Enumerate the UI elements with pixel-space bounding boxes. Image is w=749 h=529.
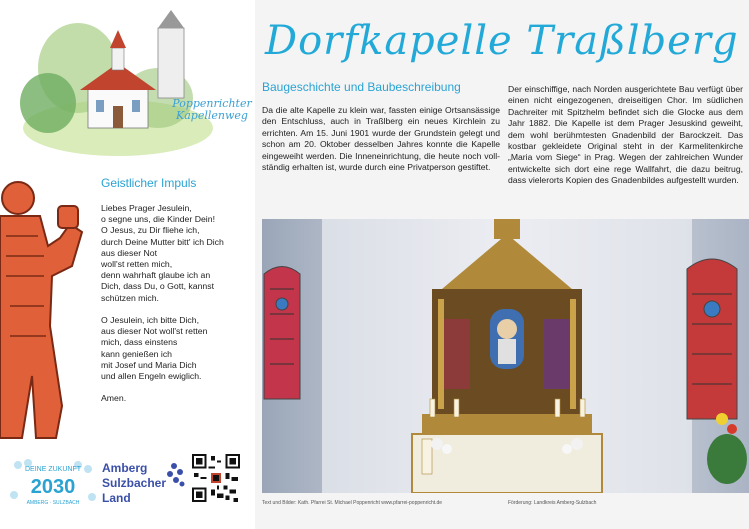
logo-amberg-line-3: Land [102,491,131,505]
logo-year-text: 2030 [30,476,76,498]
section-heading-impuls: Geistlicher Impuls [101,176,197,190]
hero-caption-line-2: Kapellenweg [176,109,248,122]
infant-jesus-figure [0,176,90,446]
hero-caption [168,98,256,122]
altar-photo [262,219,749,493]
chapel-illustration [18,8,250,158]
left-window [264,267,300,400]
left-panel [0,0,255,529]
logo-amberg-line-1: Amberg [102,461,148,475]
history-text-col1: Da die alte Kapelle zu klein war, fassten einige Ortsansässige den Entschluss, auch in Traßlberg ein neues Kirchlein zu errichten. Am 15. Juni 1901 wurde der Grundstein gelegt und schon am 20. Oktober desselben Jahres konnte die Kapelle eingeweiht werden. Die Inneneinrichtung, die heute noch vollständig erhalten ist, wurde durch eine Privatperson gestiftet. [262,105,500,173]
credits-text: Text und Bilder: Kath. Pfarrei St. Michael Poppenricht www.pfarrei-poppenricht.de [262,500,443,506]
hero-caption-line-1: Poppenrichter [172,97,252,110]
logo-amberg-line-2: Sulzbacher [102,476,167,490]
right-window [687,259,737,419]
logo-region-text: AMBERG · SULZBACH [26,500,80,506]
logo-zukunft-text: DEINE ZUKUNFT [25,466,81,473]
section-heading-baugeschichte: Baugeschichte und Baubeschreibung [262,80,461,94]
qr-code[interactable] [190,452,242,504]
amberg-sulzbacher-land-logo [100,456,185,516]
page-title: Dorfkapelle Traßlberg [265,18,739,64]
history-text-col2: Der einschiffige, nach Norden ausgerichtete Bau verfügt über einen nicht eingezogenen, dreiseitigen Chor. Im südlichen Dachreiter mit Spitzhelm befindet sich die Glocke aus dem Jahr 1882. Die Kapelle ist dem Prager Jesuskind geweiht, dem wohl berühmtesten Gnadenbild der Barockzeit. Das kostbar gekleidete Original steht in der Karmelitenkirche „Maria vom Siege“ in Prag. Wegen der zahlreichen Wunder entwickelte sich dort eine rege Wallfahrt, die dazu beitrug, dass vielerorts Kopien des Gnadenbildes aufgestellt wurden. [508,84,743,186]
funding-text: Förderung: Landkreis Amberg-Sulzbach [508,500,597,506]
zukunft-2030-logo [8,455,98,515]
prayer-text: Liebes Prager Jesulein, o segne uns, die Kinder Dein! O Jesus, zu Dir fliehe ich, durch Deine Mutter bitt' ich Dich aus dieser Not woll'st retten mich, denn wahrhaft glaube ich an Dich, dass Du, o Gott, kannst schützen mich. O Jesulein, ich bitte Dich, aus dieser Not woll'st retten mich, dass einstens kann genießen ich mit Josef und Maria Dich und allen Engeln ewiglich. Amen. [101,203,224,404]
